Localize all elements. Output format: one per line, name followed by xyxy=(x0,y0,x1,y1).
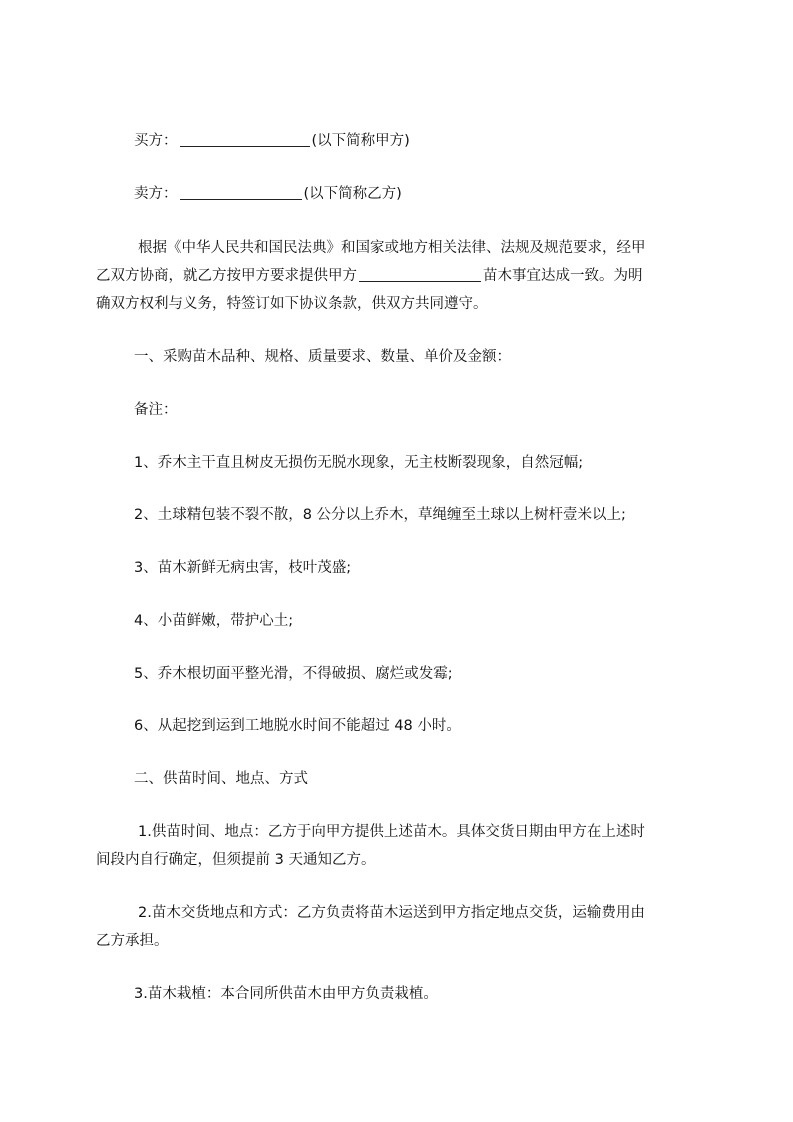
seller-line xyxy=(96,180,736,208)
buyer-suffix: (以下简称甲方) xyxy=(311,133,410,149)
preamble-line-2-start: 乙双方协商，就乙方按甲方要求提供甲方 xyxy=(96,268,357,284)
seller-blank[interactable] xyxy=(180,183,302,200)
note-item: 1、乔木主干直且树皮无损伤无脱水现象，无主枝断裂现象，自然冠幅; xyxy=(134,455,584,471)
note-label: 备注： xyxy=(134,402,178,418)
buyer-blank[interactable] xyxy=(180,130,310,147)
preamble-line-1: 根据《中华人民共和国民法典》和国家或地方相关法律、法规及规范要求，经甲 xyxy=(138,240,646,256)
note-item: 4、小苗鲜嫩，带护心土; xyxy=(134,613,294,629)
seedling-blank[interactable] xyxy=(359,265,481,282)
buyer-label: 买方： xyxy=(134,133,178,149)
seller-suffix: (以下简称乙方) xyxy=(303,186,402,202)
buyer-line xyxy=(96,127,736,155)
section2-heading: 二、供苗时间、地点、方式 xyxy=(134,771,308,787)
clause-2-2-line-1: 2.苗木交货地点和方式：乙方负责将苗木运送到甲方指定地点交货，运输费用由 xyxy=(138,905,645,921)
seller-label: 卖方： xyxy=(134,186,178,202)
preamble-line-2-end: 苗木事宜达成一致。为明 xyxy=(483,268,643,284)
note-item: 5、乔木根切面平整光滑，不得破损、腐烂或发霉; xyxy=(134,666,453,682)
preamble-line-2 xyxy=(96,262,698,290)
clause-2-2-line-2: 乙方承担。 xyxy=(96,933,169,949)
note-item: 2、土球精包装不裂不散，8 公分以上乔木，草绳缠至土球以上树杆壹米以上; xyxy=(134,507,626,523)
note-item: 6、从起挖到运到工地脱水时间不能超过 48 小时。 xyxy=(134,718,461,734)
section1-heading: 一、采购苗木品种、规格、质量要求、数量、单价及金额： xyxy=(134,349,511,365)
preamble-line-3: 确双方权利与义务，特签订如下协议条款，供双方共同遵守。 xyxy=(96,296,488,312)
clause-2-3: 3.苗木栽植：本合同所供苗木由甲方负责栽植。 xyxy=(134,986,438,1002)
clause-2-1-line-2: 间段内自行确定，但须提前 3 天通知乙方。 xyxy=(96,852,376,868)
note-item: 3、苗木新鲜无病虫害，枝叶茂盛; xyxy=(134,560,352,576)
clause-2-1-line-1: 1.供苗时间、地点：乙方于向甲方提供上述苗木。具体交货日期由甲方在上述时 xyxy=(138,824,645,840)
